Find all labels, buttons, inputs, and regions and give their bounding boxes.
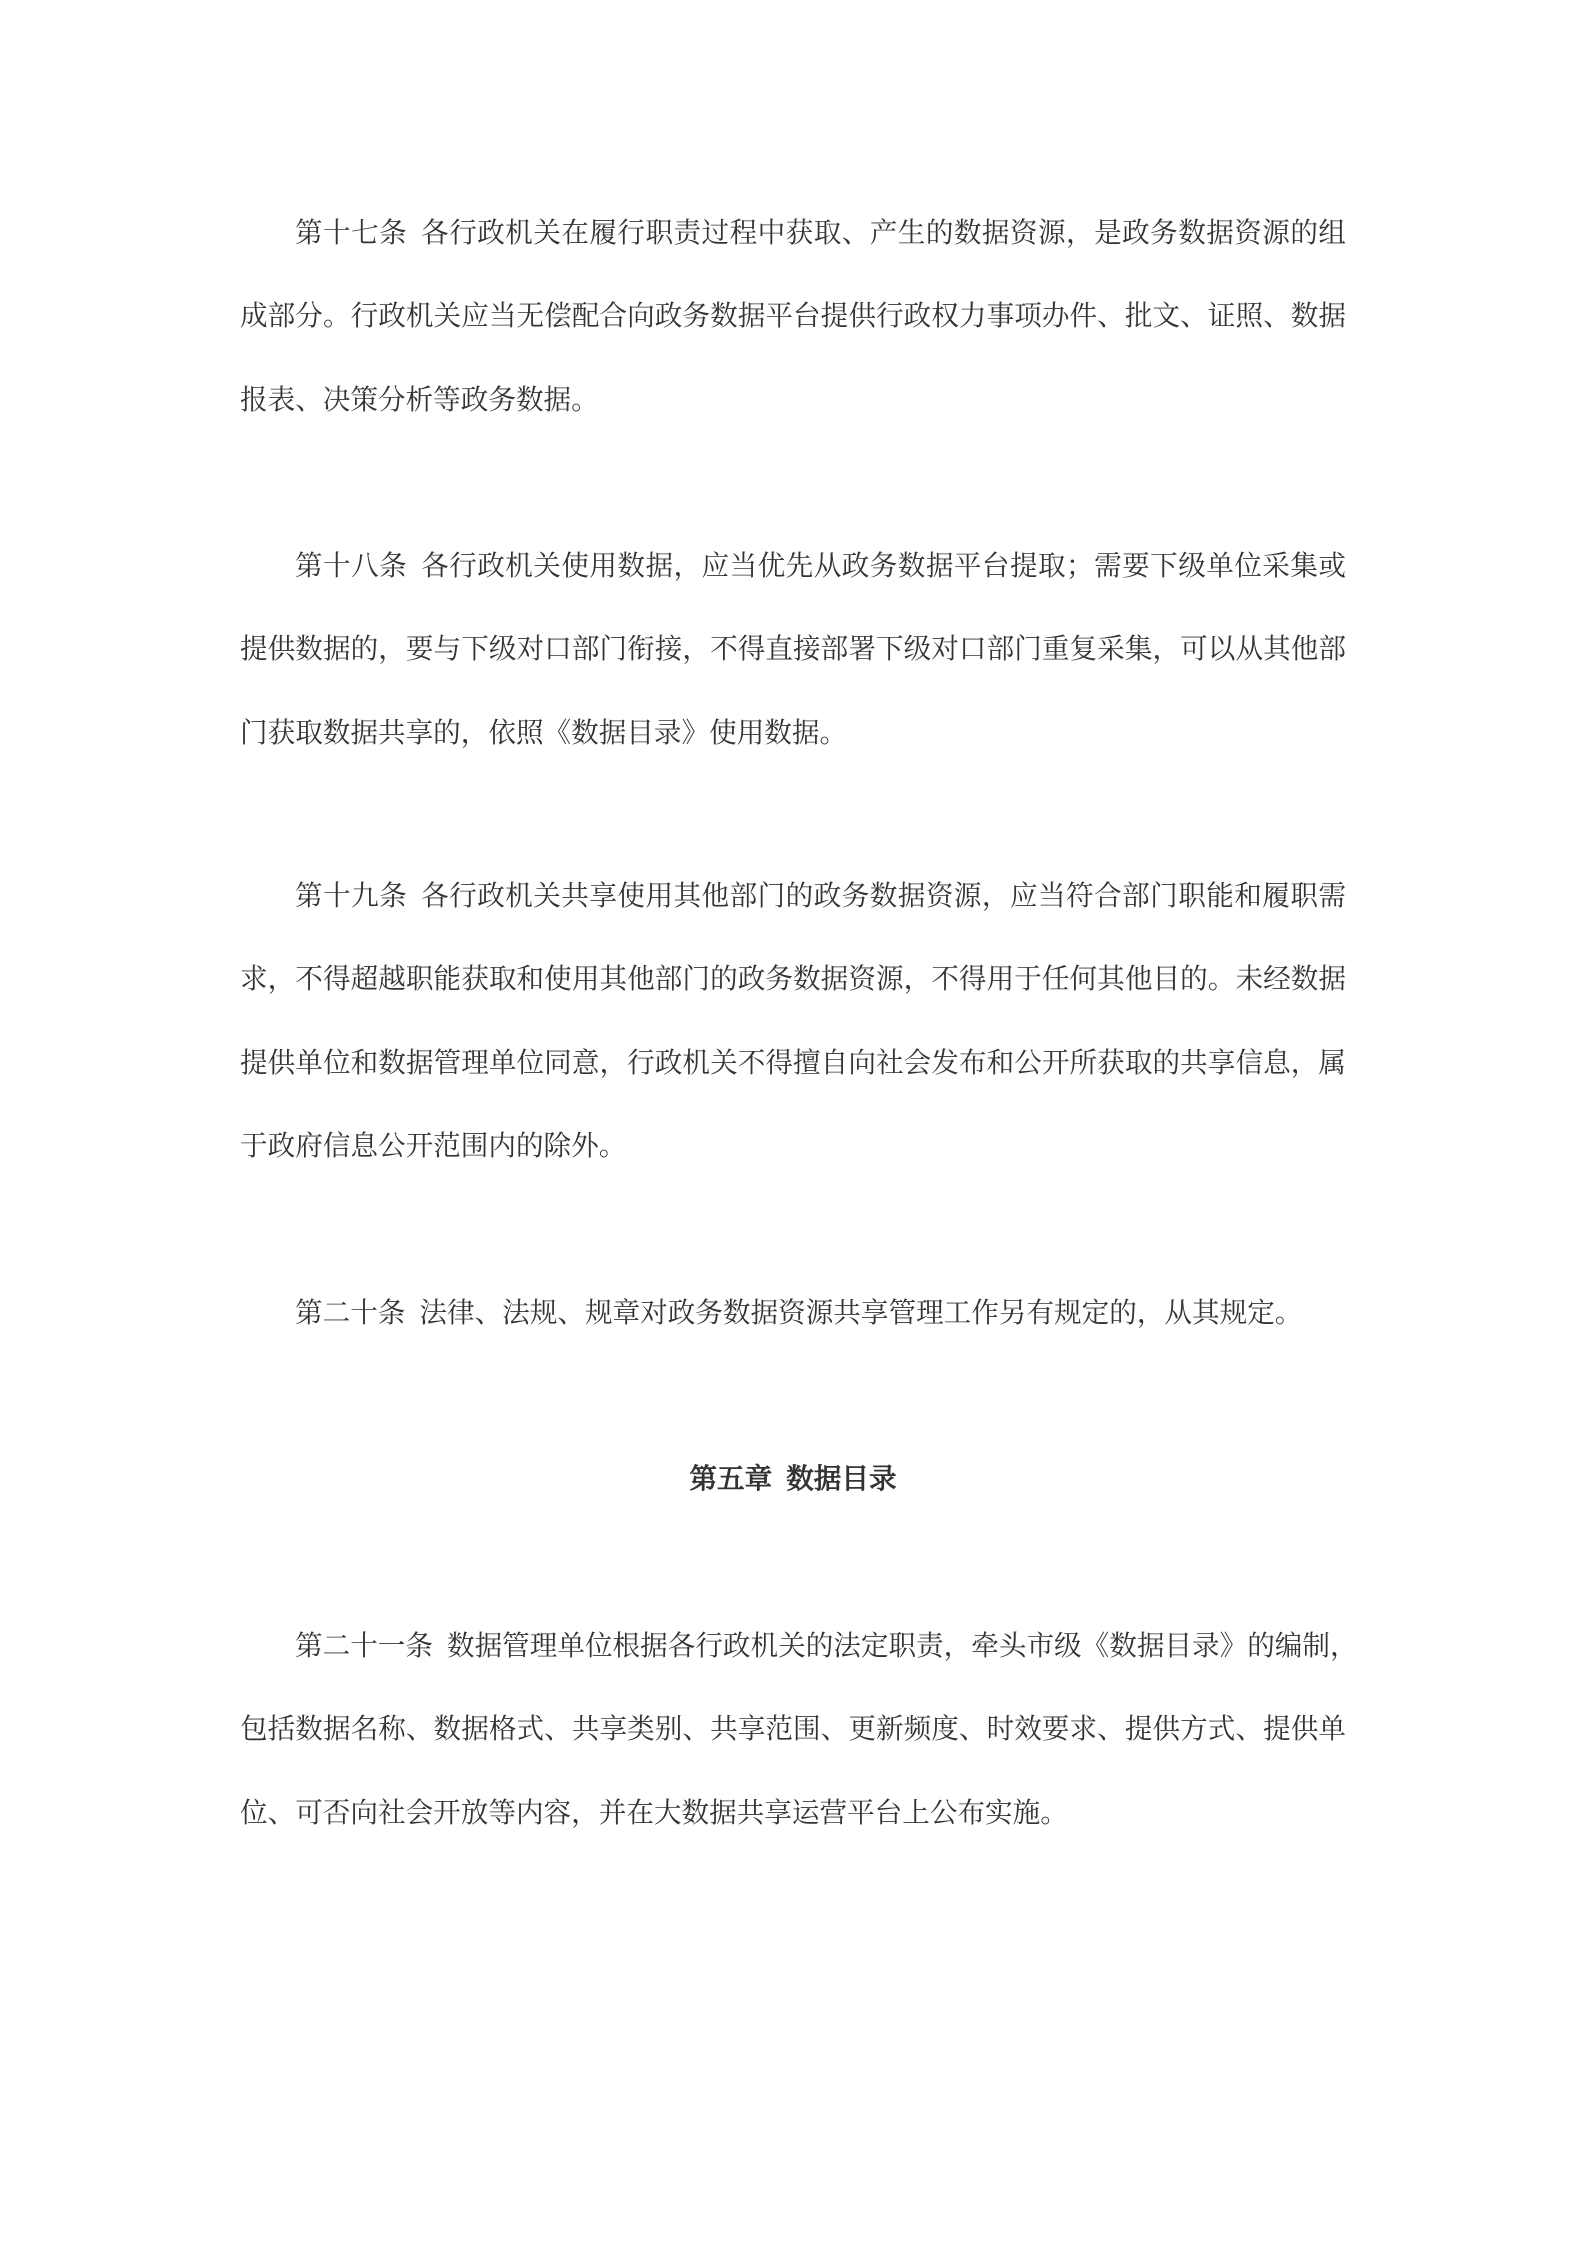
article-text: 法律、法规、规章对政务数据资源共享管理工作另有规定的，从其规定。 bbox=[419, 1296, 1303, 1329]
article-text: 各行政机关在履行职责过程中获取、产生的数据资源，是政务数据资源的组 bbox=[421, 216, 1346, 249]
article-17 bbox=[240, 216, 1346, 469]
article-number: 第二十一条 bbox=[295, 1629, 433, 1662]
article-text: 各行政机关使用数据，应当优先从政务数据平台提取；需要下级单位采集或 bbox=[421, 549, 1346, 582]
article-19 bbox=[240, 879, 1346, 1215]
article-number: 第十八条 bbox=[295, 549, 408, 582]
article-17-line-3: 报表、决策分析等政务数据。 bbox=[240, 382, 599, 416]
article-17-line-1 bbox=[240, 216, 1346, 302]
article-20 bbox=[240, 1296, 1346, 1382]
article-18-line-3: 门获取数据共享的，依照《数据目录》使用数据。 bbox=[240, 715, 848, 749]
article-19-line-1 bbox=[240, 879, 1346, 965]
article-number: 第十七条 bbox=[295, 216, 408, 249]
article-19-line-4: 于政府信息公开范围内的除外。 bbox=[240, 1128, 627, 1162]
chapter-heading bbox=[240, 1462, 1346, 1495]
article-18-line-2: 提供数据的，要与下级对口部门衔接，不得直接部署下级对口部门重复采集，可以从其他部 bbox=[240, 632, 1346, 666]
article-number: 第二十条 bbox=[295, 1296, 406, 1329]
article-19-line-3: 提供单位和数据管理单位同意，行政机关不得擅自向社会发布和公开所获取的共享信息，属 bbox=[240, 1045, 1346, 1079]
article-21-line-2: 包括数据名称、数据格式、共享类别、共享范围、更新频度、时效要求、提供方式、提供单 bbox=[240, 1712, 1346, 1746]
article-19-line-2: 求，不得超越职能获取和使用其他部门的政务数据资源，不得用于任何其他目的。未经数据 bbox=[240, 962, 1346, 996]
article-21 bbox=[240, 1629, 1358, 1882]
article-text: 数据管理单位根据各行政机关的法定职责，牵头市级《数据目录》的编制， bbox=[446, 1629, 1358, 1662]
article-17-line-2: 成部分。行政机关应当无偿配合向政务数据平台提供行政权力事项办件、批文、证照、数据 bbox=[240, 299, 1346, 333]
article-18 bbox=[240, 549, 1346, 802]
article-20-line-1 bbox=[240, 1296, 1346, 1382]
article-21-line-1 bbox=[240, 1629, 1358, 1715]
article-number: 第十九条 bbox=[295, 879, 408, 912]
article-text: 各行政机关共享使用其他部门的政务数据资源，应当符合部门职能和履职需 bbox=[421, 879, 1346, 912]
chapter-number: 第五章 bbox=[689, 1462, 773, 1495]
chapter-title: 数据目录 bbox=[786, 1462, 897, 1495]
article-21-line-3: 位、可否向社会开放等内容，并在大数据共享运营平台上公布实施。 bbox=[240, 1795, 1068, 1829]
article-18-line-1 bbox=[240, 549, 1346, 635]
